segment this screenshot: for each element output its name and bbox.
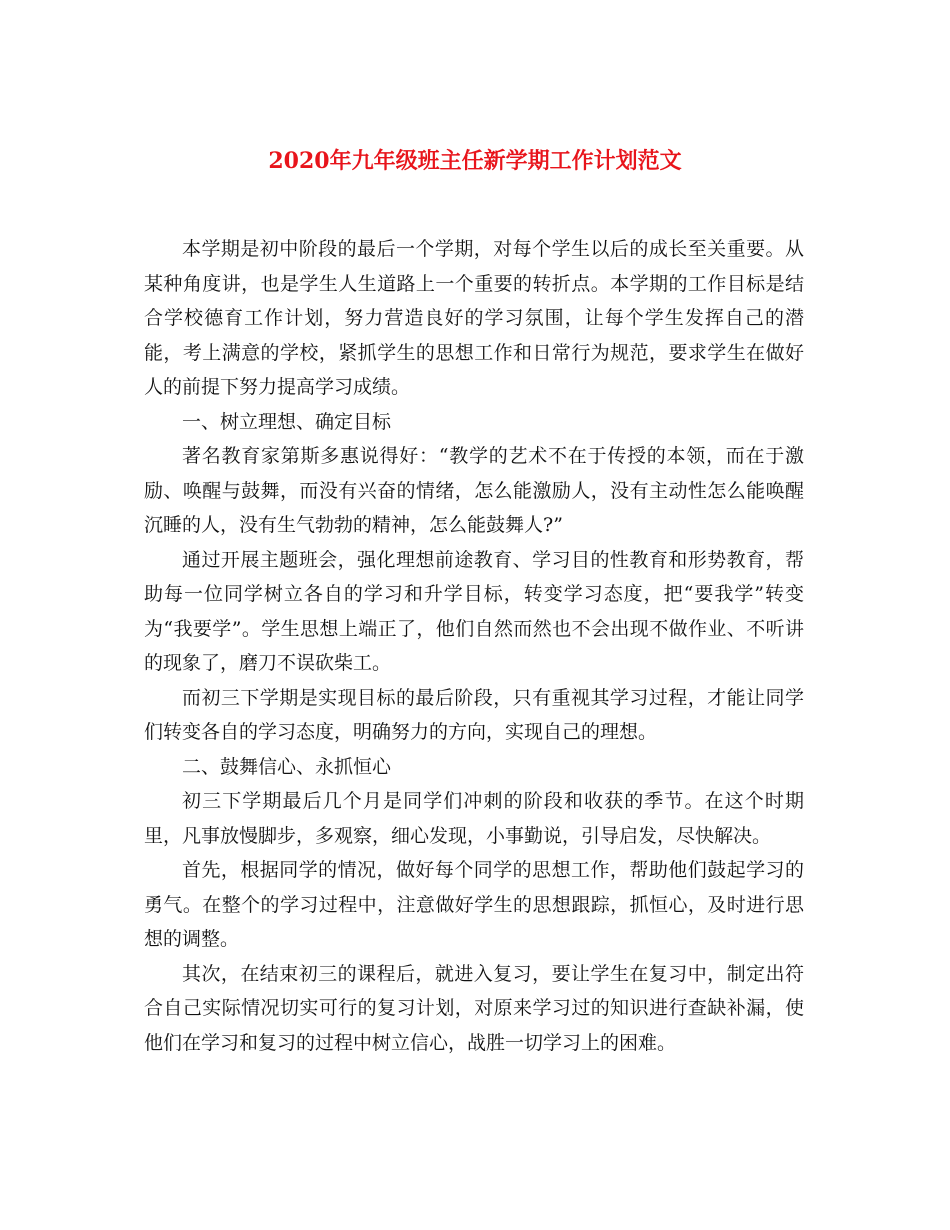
body-paragraph: 其次，在结束初三的课程后，就进入复习，要让学生在复习中，制定出符合自己实际情况切实可行的复习计划，对原来学习过的知识进行查缺补漏，使他们在学习和复习的过程中树立信心，战胜一切学习上的困难。 [144, 962, 804, 1054]
document-body [144, 232, 804, 1060]
quote-paragraph: 著名教育家第斯多惠说得好：“教学的艺术不在于传授的本领，而在于激励、唤醒与鼓舞，而没有兴奋的情绪，怎么能激励人，没有主动性怎么能唤醒沉睡的人，没有生气勃勃的精神，怎么能鼓舞人?” [144, 445, 804, 536]
document-title: 2020年九年级班主任新学期工作计划范文 [268, 148, 682, 174]
section-heading-1: 一、树立理想、确定目标 [182, 410, 392, 433]
intro-paragraph: 本学期是初中阶段的最后一个学期，对每个学生以后的成长至关重要。从某种角度讲，也是学生人生道路上一个重要的转折点。本学期的工作目标是结合学校德育工作计划，努力营造良好的学习氛围，让每个学生发挥自己的潜能，考上满意的学校，紧抓学生的思想工作和日常行为规范，要求学生在做好人的前提下努力提高学习成绩。 [144, 238, 804, 398]
section-heading-2: 二、鼓舞信心、永抓恒心 [182, 755, 392, 778]
body-paragraph: 首先，根据同学的情况，做好每个同学的思想工作，帮助他们鼓起学习的勇气。在整个的学习过程中，注意做好学生的思想跟踪，抓恒心，及时进行思想的调整。 [144, 859, 804, 950]
body-paragraph: 初三下学期最后几个月是同学们冲刺的阶段和收获的季节。在这个时期里，凡事放慢脚步，多观察，细心发现，小事勤说，引导启发，尽快解决。 [144, 790, 804, 847]
body-paragraph: 而初三下学期是实现目标的最后阶段，只有重视其学习过程，才能让同学们转变各自的学习态度，明确努力的方向，实现自己的理想。 [144, 686, 804, 743]
body-paragraph: 通过开展主题班会，强化理想前途教育、学习目的性教育和形势教育，帮助每一位同学树立各自的学习和升学目标，转变学习态度，把“要我学”转变为“我要学”。学生思想上端正了，他们自然而然也不会出现不做作业、不听讲的现象了，磨刀不误砍柴工。 [144, 548, 804, 674]
